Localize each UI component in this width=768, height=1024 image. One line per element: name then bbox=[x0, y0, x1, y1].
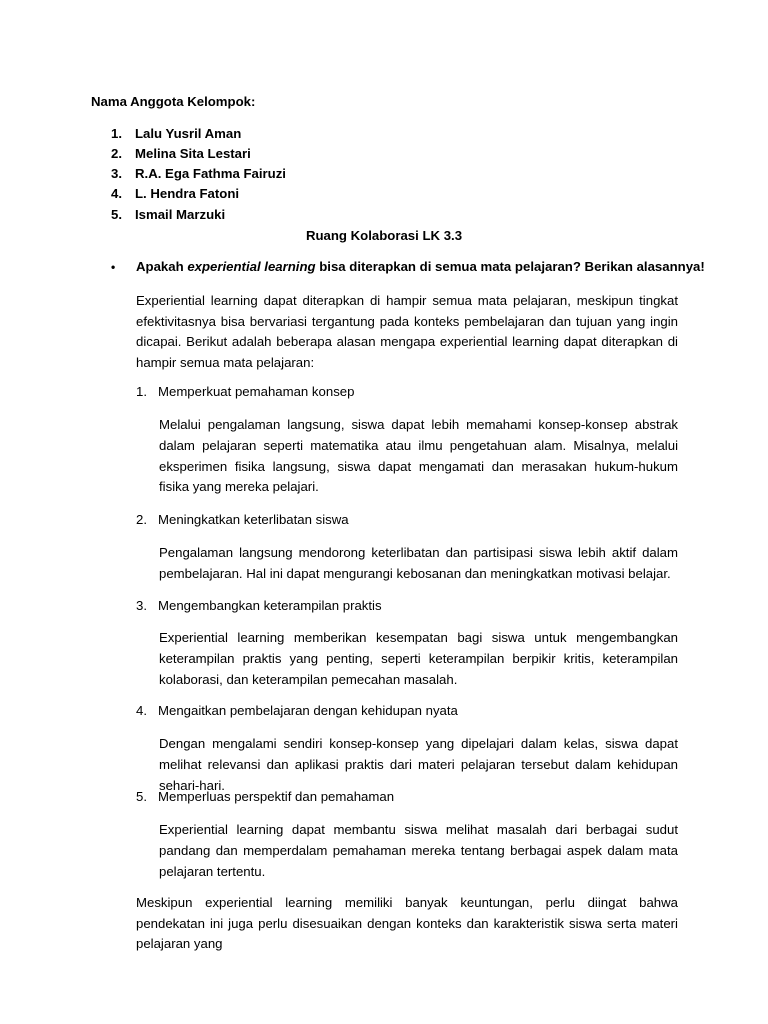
document-title: Ruang Kolaborasi LK 3.3 bbox=[305, 228, 463, 243]
member-name: R.A. Ega Fathma Fairuzi bbox=[135, 166, 286, 181]
reason-number: 4. bbox=[136, 703, 147, 718]
reason-heading bbox=[136, 598, 382, 613]
member-item bbox=[111, 207, 225, 222]
member-number: 2. bbox=[111, 146, 122, 161]
member-name: Lalu Yusril Aman bbox=[135, 126, 242, 141]
members-heading: Nama Anggota Kelompok: bbox=[91, 94, 256, 109]
reason-heading bbox=[136, 789, 394, 804]
reason-body: Experiential learning dapat membantu siswa melihat masalah dari berbagai sudut pandang dan memperdalam pemahaman mereka tentang berbagai aspek dalam mata pelajaran tertentu. bbox=[159, 822, 678, 879]
member-number: 5. bbox=[111, 207, 122, 222]
member-item bbox=[111, 126, 241, 141]
question bbox=[111, 259, 705, 274]
member-name: Melina Sita Lestari bbox=[135, 146, 251, 161]
intro-paragraph: Experiential learning dapat diterapkan di hampir semua mata pelajaran, meskipun tingkat efektivitasnya bisa bervariasi tergantung pada konteks pembelajaran dan tujuan yang ingin dicapai. Berikut adalah beberapa alasan mengapa experiential learning dapat diterapkan di hampir semua mata pelajaran: bbox=[136, 293, 678, 370]
question-prefix: Apakah bbox=[136, 259, 188, 274]
member-item bbox=[111, 166, 286, 181]
reason-heading bbox=[136, 703, 458, 718]
question-suffix: bisa diterapkan di semua mata pelajaran? Berikan alasannya! bbox=[315, 259, 705, 274]
reason-title: Memperkuat pemahaman konsep bbox=[158, 384, 355, 399]
reason-title: Mengembangkan keterampilan praktis bbox=[158, 598, 382, 613]
reason-body: Dengan mengalami sendiri konsep-konsep yang dipelajari dalam kelas, siswa dapat melihat relevansi dan aplikasi praktis dari materi pelajaran tersebut dalam kehidupan sehari-hari. bbox=[159, 736, 678, 793]
reason-body: Melalui pengalaman langsung, siswa dapat lebih memahami konsep-konsep abstrak dalam pelajaran seperti matematika atau ilmu pengetahuan alam. Misalnya, melalui eksperimen fisika langsung, siswa dapat mengamati dan merasakan hukum-hukum fisika yang mereka pelajari. bbox=[159, 417, 678, 495]
reason-heading bbox=[136, 384, 354, 399]
reason-number: 1. bbox=[136, 384, 147, 399]
reason-title: Mengaitkan pembelajaran dengan kehidupan nyata bbox=[158, 703, 458, 718]
member-name: L. Hendra Fatoni bbox=[135, 186, 240, 201]
reason-number: 2. bbox=[136, 512, 147, 527]
member-number: 4. bbox=[111, 186, 122, 201]
reason-heading bbox=[136, 512, 349, 527]
reason-title: Memperluas perspektif dan pemahaman bbox=[158, 789, 395, 804]
member-name: Ismail Marzuki bbox=[135, 207, 226, 222]
closing-paragraph: Meskipun experiential learning memiliki banyak keuntungan, perlu diingat bahwa pendekatan ini juga perlu disesuaikan dengan konteks dan karakteristik siswa serta materi pelajaran yang bbox=[136, 895, 678, 951]
member-number: 1. bbox=[111, 126, 122, 141]
bullet-icon: • bbox=[111, 260, 116, 274]
reason-body: Experiential learning memberikan kesempatan bagi siswa untuk mengembangkan keterampilan praktis yang penting, seperti keterampilan berpikir kritis, keterampilan kolaborasi, dan keterampilan pemecahan masalah. bbox=[159, 630, 678, 687]
question-italic: experiential learning bbox=[187, 259, 316, 274]
member-item bbox=[111, 186, 239, 201]
member-item bbox=[111, 146, 251, 161]
reason-number: 5. bbox=[136, 789, 147, 804]
reason-title: Meningkatkan keterlibatan siswa bbox=[158, 512, 349, 527]
member-number: 3. bbox=[111, 166, 122, 181]
reason-number: 3. bbox=[136, 598, 147, 613]
reason-body: Pengalaman langsung mendorong keterlibatan dan partisipasi siswa lebih aktif dalam pembelajaran. Hal ini dapat mengurangi kebosanan dan meningkatkan motivasi belajar. bbox=[159, 545, 678, 581]
